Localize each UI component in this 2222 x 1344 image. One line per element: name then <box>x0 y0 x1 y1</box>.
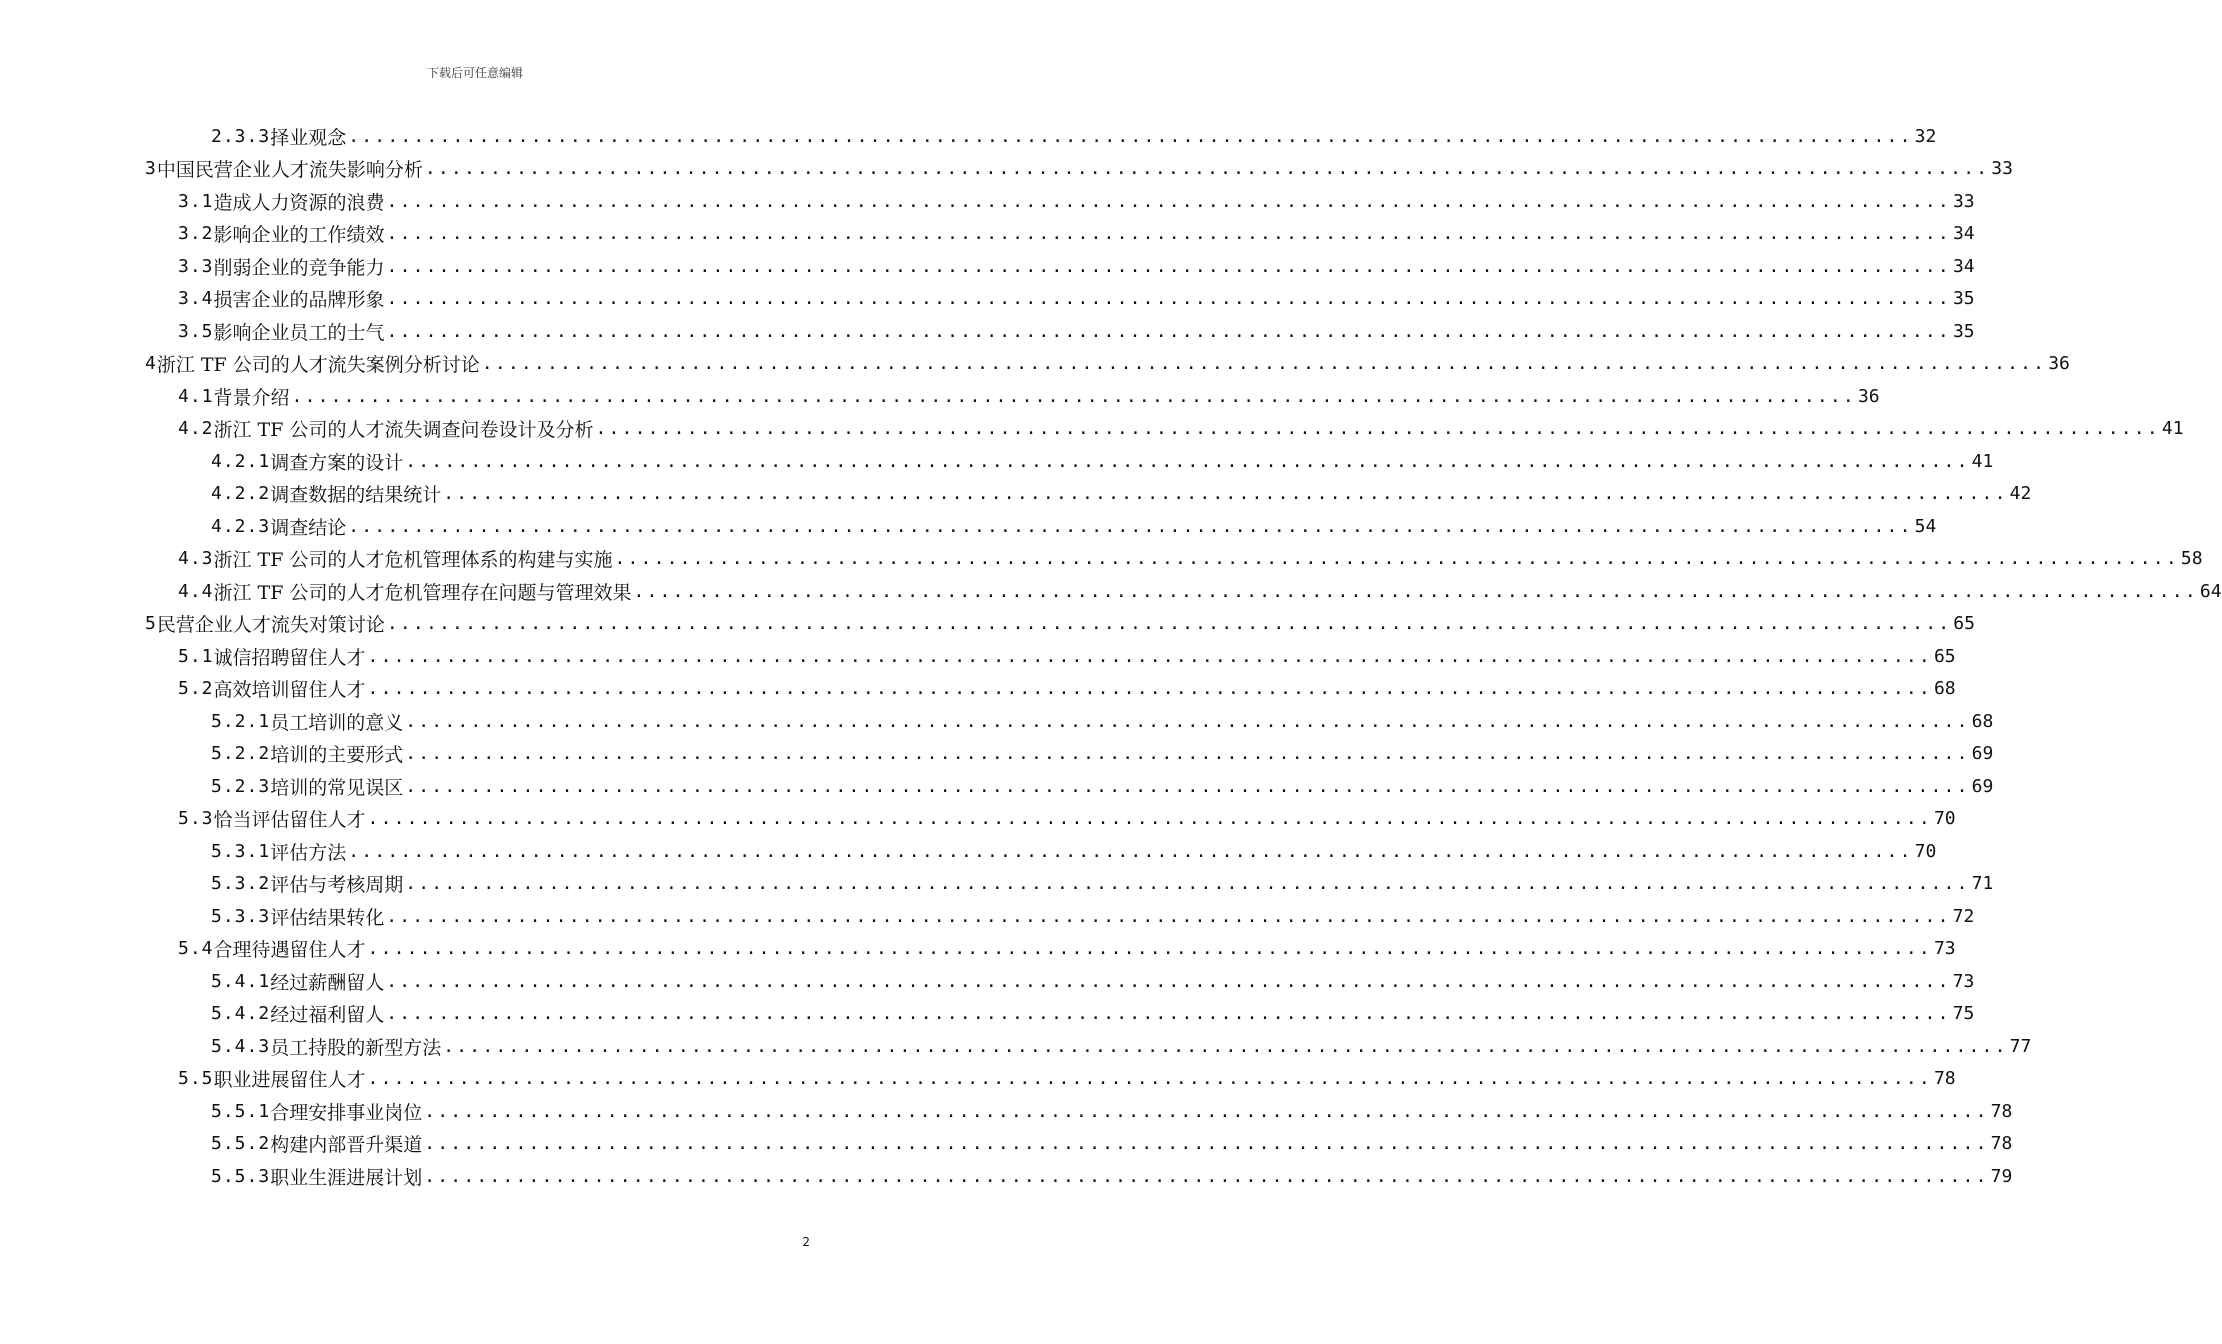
toc-entry <box>0 608 1975 641</box>
toc-entry <box>0 413 2184 446</box>
toc-entry-title: 经过福利留人 <box>270 1004 385 1027</box>
toc-entry <box>0 575 2222 608</box>
toc-entry <box>0 900 1975 933</box>
toc-entry-title: 浙江 TF 公司的人才危机管理存在问题与管理效果 <box>213 581 632 604</box>
dot-leader: ........................................................................................................................ <box>633 580 2198 602</box>
toc-entry-title: 调查方案的设计 <box>270 451 404 474</box>
toc-entry <box>0 1128 2013 1161</box>
toc-entry-page: 33 <box>1991 158 2013 180</box>
toc-entry-title: 高效培训留住人才 <box>213 679 366 702</box>
toc-entry-page: 34 <box>1952 223 1975 245</box>
toc-entry-page: 68 <box>1933 678 1956 700</box>
toc-entry-number: 5.2.3 <box>211 775 271 797</box>
dot-leader: ........................................................................................................................ <box>386 255 1951 277</box>
dot-leader: ........................................................................................................................ <box>481 353 2047 375</box>
toc-entry-page: 70 <box>1933 808 1956 830</box>
toc-entry-page: 34 <box>1952 255 1975 277</box>
toc-entry <box>0 1063 1956 1096</box>
toc-entry-title: 择业观念 <box>270 126 347 149</box>
toc-entry-title: 影响企业的工作绩效 <box>213 224 385 247</box>
dot-leader: ........................................................................................................................ <box>443 483 2008 505</box>
dot-leader: ........................................................................................................................ <box>405 710 1970 732</box>
dot-leader: ........................................................................................................................ <box>405 775 1970 797</box>
toc-entry-page: 78 <box>1990 1133 2013 1155</box>
toc-entry-page: 69 <box>1971 775 1994 797</box>
toc-entry-number: 4 <box>145 353 157 375</box>
toc-entry-number: 3.2 <box>178 223 214 245</box>
toc-entry-title: 员工持股的新型方法 <box>270 1036 442 1059</box>
toc-entry <box>0 965 1975 998</box>
toc-entry-number: 4.2 <box>178 418 214 440</box>
dot-leader: ........................................................................................................................ <box>595 418 2160 440</box>
toc-entry-number: 2.3.3 <box>211 125 271 147</box>
toc-entry-title: 职业进展留住人才 <box>213 1069 366 1092</box>
dot-leader: ........................................................................................................................ <box>386 320 1951 342</box>
toc-entry-title: 合理安排事业岗位 <box>270 1101 423 1124</box>
dot-leader: ........................................................................................................................ <box>424 1165 1989 1187</box>
toc-entry-number: 3.3 <box>178 255 214 277</box>
toc-entry-number: 5.5 <box>178 1068 214 1090</box>
toc-entry-page: 70 <box>1914 840 1937 862</box>
toc-entry <box>0 478 2032 511</box>
toc-entry <box>0 185 1975 218</box>
toc-entry-number: 3.4 <box>178 288 214 310</box>
toc-entry <box>0 770 1994 803</box>
toc-entry-number: 5.4.1 <box>211 970 271 992</box>
toc-entry-page: 36 <box>2048 353 2070 375</box>
dot-leader: ........................................................................................................................ <box>386 1003 1951 1025</box>
toc-entry-number: 4.2.1 <box>211 450 271 472</box>
toc-entry-number: 5.3 <box>178 808 214 830</box>
toc-entry-page: 73 <box>1952 970 1975 992</box>
dot-leader: ........................................................................................................................ <box>367 1068 1932 1090</box>
toc-entry-page: 54 <box>1914 515 1937 537</box>
dot-leader: ........................................................................................................................ <box>405 450 1970 472</box>
toc-entry-page: 41 <box>2161 418 2184 440</box>
toc-entry-page: 79 <box>1990 1165 2013 1187</box>
toc-entry-page: 35 <box>1952 288 1975 310</box>
toc-entry-title: 造成人力资源的浪费 <box>213 191 385 214</box>
toc-entry-page: 68 <box>1971 710 1994 732</box>
toc-entry-page: 77 <box>2009 1035 2032 1057</box>
toc-entry-number: 5.3.2 <box>211 873 271 895</box>
toc-entry-number: 5.3.3 <box>211 905 271 927</box>
dot-leader: ........................................................................................................................ <box>405 743 1970 765</box>
toc-entry-page: 36 <box>1857 385 1880 407</box>
table-of-contents <box>0 120 2222 1193</box>
dot-leader: ........................................................................................................................ <box>386 905 1951 927</box>
toc-entry-title: 评估方法 <box>270 841 347 864</box>
toc-entry-page: 78 <box>1933 1068 1956 1090</box>
toc-entry <box>0 543 2203 576</box>
toc-entry-title: 调查结论 <box>270 516 347 539</box>
toc-entry-number: 5 <box>145 613 157 635</box>
toc-entry <box>0 803 1956 836</box>
dot-leader: ........................................................................................................................ <box>367 938 1932 960</box>
toc-entry <box>0 283 1975 316</box>
toc-entry-page: 33 <box>1952 190 1975 212</box>
dot-leader: ........................................................................................................................ <box>367 678 1932 700</box>
toc-entry-number: 5.4 <box>178 938 214 960</box>
dot-leader: ........................................................................................................................ <box>348 125 1913 147</box>
toc-entry-title: 中国民营企业人才流失影响分析 <box>156 159 423 182</box>
dot-leader: ........................................................................................................................ <box>386 190 1951 212</box>
toc-entry-page: 72 <box>1952 905 1975 927</box>
toc-entry <box>0 673 1956 706</box>
toc-entry-title: 职业生涯进展计划 <box>270 1166 423 1189</box>
toc-entry <box>0 348 2070 381</box>
toc-entry-number: 4.1 <box>178 385 214 407</box>
toc-entry <box>0 120 1937 153</box>
toc-entry-page: 65 <box>1933 645 1956 667</box>
toc-entry-page: 41 <box>1971 450 1994 472</box>
toc-entry-number: 5.4.3 <box>211 1035 271 1057</box>
toc-entry-page: 58 <box>2180 548 2203 570</box>
dot-leader: ........................................................................................................................ <box>424 1100 1989 1122</box>
toc-entry-title: 评估结果转化 <box>270 906 385 929</box>
toc-entry-number: 3.1 <box>178 190 214 212</box>
toc-entry-title: 削弱企业的竞争能力 <box>213 256 385 279</box>
toc-entry-number: 4.4 <box>178 580 214 602</box>
toc-entry <box>0 315 1975 348</box>
toc-entry-number: 5.2.2 <box>211 743 271 765</box>
toc-entry-title: 评估与考核周期 <box>270 874 404 897</box>
toc-entry-title: 浙江 TF 公司的人才流失案例分析讨论 <box>156 354 480 377</box>
dot-leader: ........................................................................................................................ <box>614 548 2179 570</box>
dot-leader: ........................................................................................................................ <box>386 288 1951 310</box>
toc-entry <box>0 1160 2013 1193</box>
dot-leader: ........................................................................................................................ <box>443 1035 2008 1057</box>
toc-entry-number: 3.5 <box>178 320 214 342</box>
toc-entry-page: 69 <box>1971 743 1994 765</box>
toc-entry-title: 影响企业员工的士气 <box>213 321 385 344</box>
toc-entry-title: 经过薪酬留人 <box>270 971 385 994</box>
toc-entry <box>0 835 1937 868</box>
toc-entry <box>0 868 1994 901</box>
toc-entry-page: 75 <box>1952 1003 1975 1025</box>
dot-leader: ........................................................................................................................ <box>348 840 1913 862</box>
toc-entry-number: 5.5.3 <box>211 1165 271 1187</box>
toc-entry-page: 32 <box>1914 125 1937 147</box>
toc-entry-title: 调查数据的结果统计 <box>270 484 442 507</box>
page-number: 2 <box>802 1235 810 1249</box>
toc-entry-title: 合理待遇留住人才 <box>213 939 366 962</box>
toc-entry <box>0 380 1880 413</box>
toc-entry <box>0 250 1975 283</box>
toc-entry <box>0 218 1975 251</box>
toc-entry-number: 5.2.1 <box>211 710 271 732</box>
toc-entry-title: 恰当评估留住人才 <box>213 809 366 832</box>
toc-entry <box>0 933 1956 966</box>
toc-entry-number: 4.3 <box>178 548 214 570</box>
toc-entry-number: 4.2.2 <box>211 483 271 505</box>
toc-entry-title: 背景介绍 <box>213 386 290 409</box>
toc-entry <box>0 445 1994 478</box>
toc-entry-title: 损害企业的品牌形象 <box>213 289 385 312</box>
toc-entry-number: 5.1 <box>178 645 214 667</box>
toc-entry-number: 5.2 <box>178 678 214 700</box>
toc-entry <box>0 640 1956 673</box>
dot-leader: ........................................................................................................................ <box>348 515 1913 537</box>
toc-entry-page: 42 <box>2009 483 2032 505</box>
dot-leader: ........................................................................................................................ <box>386 223 1951 245</box>
dot-leader: ........................................................................................................................ <box>386 613 1952 635</box>
dot-leader: ........................................................................................................................ <box>424 1133 1989 1155</box>
dot-leader: ........................................................................................................................ <box>367 808 1932 830</box>
toc-entry <box>0 705 1994 738</box>
toc-entry-title: 浙江 TF 公司的人才流失调查问卷设计及分析 <box>213 419 594 442</box>
toc-entry-number: 5.4.2 <box>211 1003 271 1025</box>
toc-entry-page: 73 <box>1933 938 1956 960</box>
toc-entry-title: 培训的常见误区 <box>270 776 404 799</box>
toc-entry <box>0 1030 2032 1063</box>
toc-entry-page: 78 <box>1990 1100 2013 1122</box>
toc-entry <box>0 1095 2013 1128</box>
toc-entry-number: 3 <box>145 158 157 180</box>
toc-entry <box>0 510 1937 543</box>
dot-leader: ........................................................................................................................ <box>386 970 1951 992</box>
toc-entry-number: 4.2.3 <box>211 515 271 537</box>
toc-entry <box>0 998 1975 1031</box>
dot-leader: ........................................................................................................................ <box>405 873 1970 895</box>
dot-leader: ........................................................................................................................ <box>424 158 1990 180</box>
toc-entry-page: 35 <box>1952 320 1975 342</box>
dot-leader: ........................................................................................................................ <box>291 385 1856 407</box>
toc-entry-title: 员工培训的意义 <box>270 711 404 734</box>
toc-entry-page: 71 <box>1971 873 1994 895</box>
toc-entry <box>0 738 1994 771</box>
toc-entry-title: 民营企业人才流失对策讨论 <box>156 614 385 637</box>
toc-entry-title: 构建内部晋升渠道 <box>270 1134 423 1157</box>
toc-entry-title: 培训的主要形式 <box>270 744 404 767</box>
toc-entry <box>0 153 2013 186</box>
toc-entry-page: 64 <box>2199 580 2222 602</box>
toc-entry-page: 65 <box>1953 613 1975 635</box>
dot-leader: ........................................................................................................................ <box>367 645 1932 667</box>
page-header: 下载后可任意编辑 <box>426 66 523 80</box>
toc-entry-title: 浙江 TF 公司的人才危机管理体系的构建与实施 <box>213 549 613 572</box>
toc-entry-number: 5.3.1 <box>211 840 271 862</box>
toc-entry-title: 诚信招聘留住人才 <box>213 646 366 669</box>
toc-entry-number: 5.5.1 <box>211 1100 271 1122</box>
toc-entry-number: 5.5.2 <box>211 1133 271 1155</box>
